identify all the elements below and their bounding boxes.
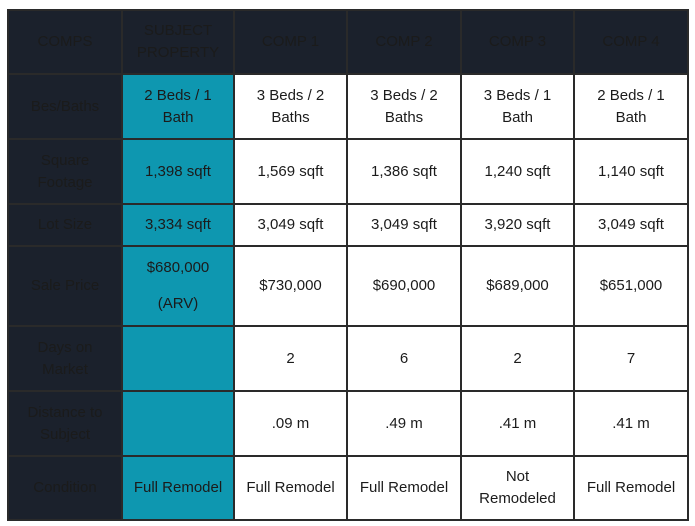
row-label-beds-baths: Bes/Baths: [8, 74, 122, 139]
subject-cell-sale-price: [122, 246, 234, 326]
comp-3-cell: [461, 456, 574, 520]
comp-value: 3 Beds / 1 Bath: [483, 86, 552, 126]
comp-3-cell: 2: [461, 326, 574, 391]
comp-1-cell: 3,049 sqft: [234, 204, 347, 246]
header-row: [8, 10, 688, 74]
comp-3-cell: [461, 74, 574, 139]
comp-4-cell: 3,049 sqft: [574, 204, 688, 246]
comp-3-cell: .41 m: [461, 391, 574, 456]
table-row-sale-price: [8, 246, 688, 326]
header-subject-property-label: SUBJECT PROPERTY: [136, 22, 220, 61]
header-comp-2: COMP 2: [347, 10, 461, 74]
comp-value: 3 Beds / 2 Baths: [256, 86, 325, 126]
header-comp-4: COMP 4: [574, 10, 688, 74]
comp-4-cell: 1,140 sqft: [574, 139, 688, 204]
row-label-text: Square Footage: [37, 151, 93, 191]
header-comp-3: COMP 3: [461, 10, 574, 74]
comp-1-cell: $730,000: [234, 246, 347, 326]
table-row-days-on-market: [8, 326, 688, 391]
comp-2-cell: [347, 74, 461, 139]
table-row-beds-baths: [8, 74, 688, 139]
table-row-distance-to-subject: [8, 391, 688, 456]
header-comps: COMPS: [8, 10, 122, 74]
header-comp-1: COMP 1: [234, 10, 347, 74]
row-label-sale-price: Sale Price: [8, 246, 122, 326]
comp-value: Not Remodeled: [479, 468, 556, 507]
comp-3-cell: 3,920 sqft: [461, 204, 574, 246]
comp-1-cell: Full Remodel: [234, 456, 347, 520]
subject-cell-lot-size: 3,334 sqft: [122, 204, 234, 246]
comp-2-cell: 3,049 sqft: [347, 204, 461, 246]
row-label-days-on-market: [8, 326, 122, 391]
row-label-text: Days on Market: [37, 338, 93, 378]
comp-1-cell: 2: [234, 326, 347, 391]
row-label-square-footage: [8, 139, 122, 204]
subject-value: 2 Beds / 1 Bath: [144, 86, 212, 126]
subject-cell-beds-baths: [122, 74, 234, 139]
comp-value: 3 Beds / 2 Baths: [370, 86, 438, 126]
comp-2-cell: Full Remodel: [347, 456, 461, 520]
subject-value: $680,000 (ARV): [146, 259, 210, 312]
table-row-condition: [8, 456, 688, 520]
header-subject-property: [122, 10, 234, 74]
row-label-text: Distance to Subject: [27, 403, 103, 443]
comp-4-cell: Full Remodel: [574, 456, 688, 520]
comp-value: 2 Beds / 1 Bath: [597, 86, 665, 126]
comp-4-cell: $651,000: [574, 246, 688, 326]
row-label-lot-size: Lot Size: [8, 204, 122, 246]
subject-cell-days-on-market: [122, 326, 234, 391]
comp-2-cell: 6: [347, 326, 461, 391]
table-row-square-footage: [8, 139, 688, 204]
comp-1-cell: 1,569 sqft: [234, 139, 347, 204]
comp-3-cell: $689,000: [461, 246, 574, 326]
comp-1-cell: .09 m: [234, 391, 347, 456]
comp-3-cell: 1,240 sqft: [461, 139, 574, 204]
comp-4-cell: 7: [574, 326, 688, 391]
comps-table: [7, 9, 689, 521]
subject-cell-distance-to-subject: [122, 391, 234, 456]
subject-cell-square-footage: 1,398 sqft: [122, 139, 234, 204]
row-label-condition: Condition: [8, 456, 122, 520]
row-label-distance-to-subject: [8, 391, 122, 456]
comp-2-cell: .49 m: [347, 391, 461, 456]
comp-1-cell: [234, 74, 347, 139]
comp-2-cell: $690,000: [347, 246, 461, 326]
comp-4-cell: .41 m: [574, 391, 688, 456]
comp-2-cell: 1,386 sqft: [347, 139, 461, 204]
subject-cell-condition: Full Remodel: [122, 456, 234, 520]
comp-4-cell: [574, 74, 688, 139]
table-row-lot-size: [8, 204, 688, 246]
